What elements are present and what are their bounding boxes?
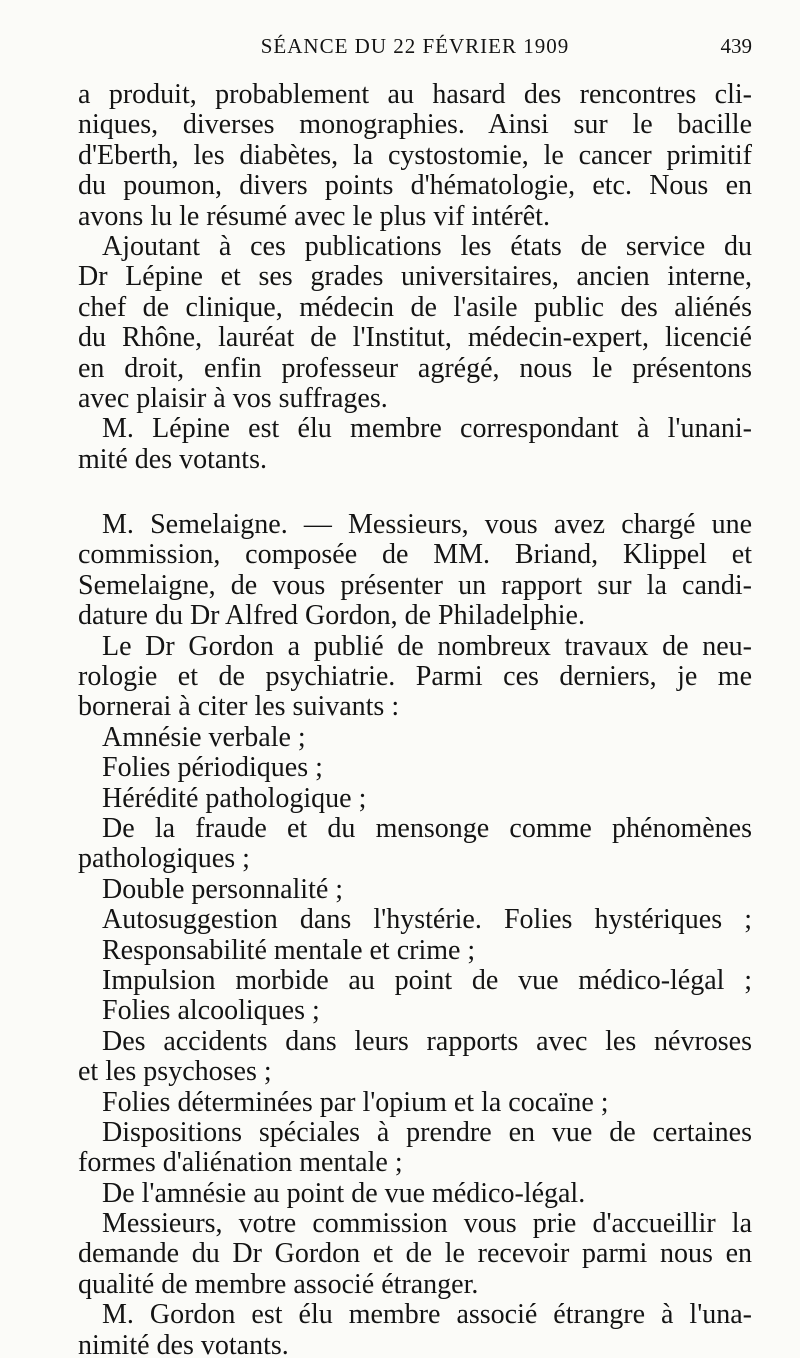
text-line: Messieurs, votre commission vous prie d'accueillir la [102,1208,752,1240]
list-item-continuation: formes d'aliénation mentale ; [78,1147,403,1179]
text-line: M. Gordon est élu membre associé étrangre à l'una- [102,1299,752,1331]
text-line: nimité des votants. [78,1329,289,1358]
text-line: qualité de membre associé étranger. [78,1268,479,1300]
list-item: Hérédité pathologique ; [102,782,367,814]
list-item: De l'amnésie au point de vue médico-légal. [102,1177,586,1209]
text-line: du poumon, divers points d'hématologie, etc. Nous en [78,170,752,202]
text-line: avec plaisir à vos suffrages. [78,382,388,414]
list-item: Folies déterminées par l'opium et la cocaïne ; [102,1086,609,1118]
list-item: Folies alcooliques ; [102,995,320,1027]
text-line: Semelaigne, de vous présenter un rapport sur la candi- [78,569,752,601]
text-line: M. Lépine est élu membre correspondant à l'unani- [102,413,752,445]
session-heading: SÉANCE DU 22 FÉVRIER 1909 [260,34,570,58]
text-line: d'Eberth, les diabètes, la cystostomie, le cancer primitif [78,139,752,171]
text-line: a produit, probablement au hasard des rencontres cli- [78,79,752,110]
running-header [78,34,752,64]
list-item-continuation: pathologiques ; [78,843,250,875]
text-line: chef de clinique, médecin de l'asile public des aliénés [78,291,752,323]
page-number: 439 [720,34,752,58]
text-line: niques, diverses monographies. Ainsi sur le bacille [78,109,752,141]
text-line: Le Dr Gordon a publié de nombreux travaux de neu- [102,630,752,662]
list-item: Impulsion morbide au point de vue médico-légal ; [102,964,752,996]
text-line: rologie et de psychiatrie. Parmi ces derniers, je me [78,661,752,693]
list-item-continuation: et les psychoses ; [78,1056,272,1088]
text-line: bornerai à citer les suivants : [78,691,400,723]
text-line: du Rhône, lauréat de l'Institut, médecin-expert, licencié [78,322,752,354]
list-item: Des accidents dans leurs rapports avec les névroses [102,1025,752,1057]
text-line: dature du Dr Alfred Gordon, de Philadelphie. [78,600,585,632]
text-line: commission, composée de MM. Briand, Klippel et [78,539,752,571]
list-item: Folies périodiques ; [102,752,323,784]
text-line: Dr Lépine et ses grades universitaires, ancien interne, [78,261,752,293]
paragraph-gap [78,475,752,510]
list-item: De la fraude et du mensonge comme phénomènes [102,812,752,844]
text-line: avons lu le résumé avec le plus vif intérêt. [78,200,550,232]
list-item: Dispositions spéciales à prendre en vue de certaines [102,1116,752,1148]
list-item: Responsabilité mentale et crime ; [102,934,476,966]
list-item: Autosuggestion dans l'hystérie. Folies hystériques ; [102,904,752,936]
text-line: M. Semelaigne. — Messieurs, vous avez chargé une [102,509,752,541]
list-item: Amnésie verbale ; [102,721,306,753]
text-line: en droit, enfin professeur agrégé, nous le présentons [78,352,752,384]
text-line: demande du Dr Gordon et de le recevoir parmi nous en [78,1238,752,1270]
body-text [78,80,752,1358]
list-item: Double personnalité ; [102,873,344,905]
text-line: Ajoutant à ces publications les états de service du [102,230,752,262]
text-line: mité des votants. [78,443,267,475]
